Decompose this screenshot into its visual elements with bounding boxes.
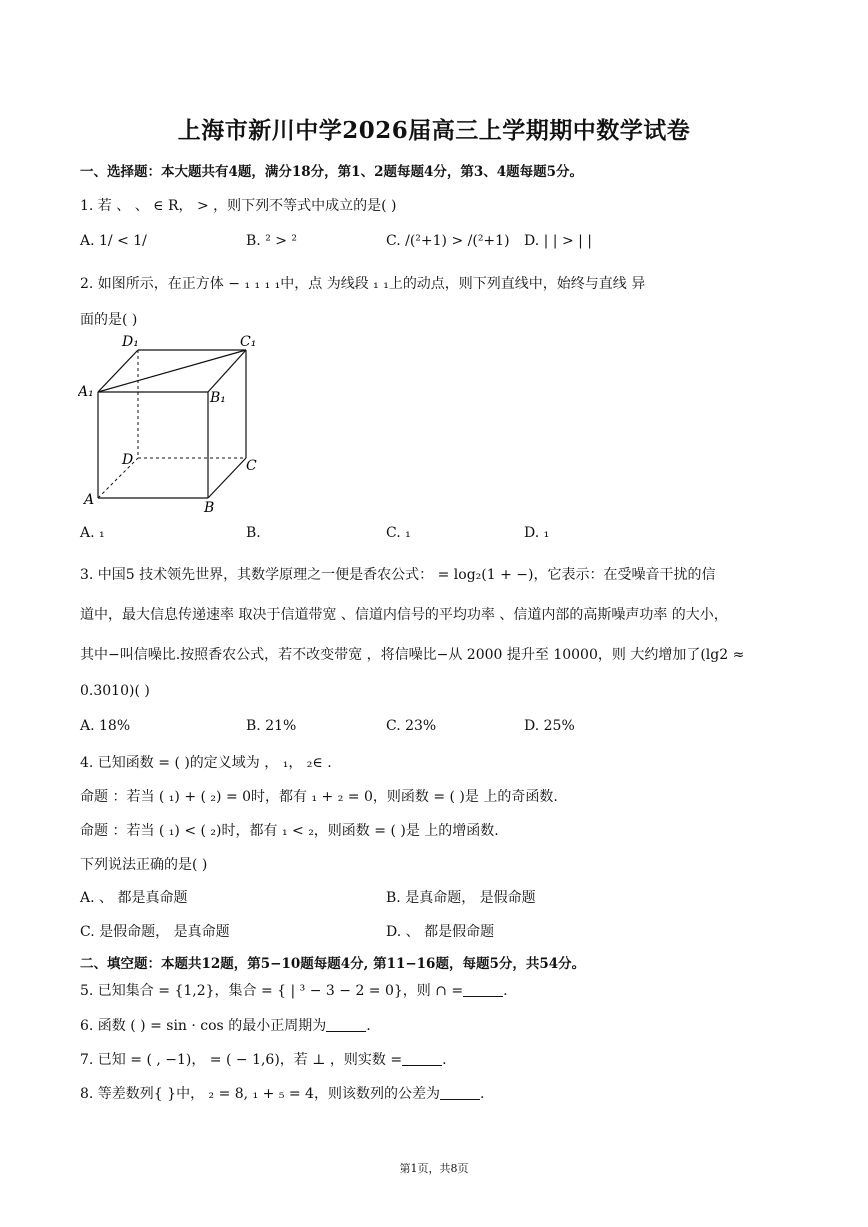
question-1-option-d: D. | | > | | xyxy=(524,233,593,249)
question-2-stem-line2: 面的是( ) xyxy=(80,312,138,328)
question-5-blank xyxy=(463,982,503,997)
question-8-blank xyxy=(440,1085,480,1100)
question-5: 5. 已知集合 = {1,2}，集合 = { | ³ − 3 − 2 = 0}，则 ∩ = . xyxy=(80,983,508,999)
question-7: 7. 已知 = ( , −1)， = ( − 1,6)，若 ⊥ ，则实数 = . xyxy=(80,1052,447,1068)
question-6-blank xyxy=(326,1017,366,1032)
page-footer: 第1页，共8页 xyxy=(399,1162,469,1175)
question-3-option-b: B. 21% xyxy=(246,718,297,734)
section-choice-heading: 一、选择题：本大题共有4题，满分18分，第1、2题每题4分，第3、4题每题5分。 xyxy=(80,164,584,180)
question-4-option-d: D. 、 都是假命题 xyxy=(386,924,495,940)
label-c: C xyxy=(246,458,257,474)
question-6: 6. 函数 ( ) = sin · cos 的最小正周期为 . xyxy=(80,1018,371,1034)
question-4-line1: 4. 已知函数 = ( )的定义域为 ， ₁， ₂∈ . xyxy=(80,755,332,771)
label-d: D xyxy=(122,452,134,468)
question-4-proposition-p: 命题 ：若当 ( ₁) + ( ₂) = 0时，都有 ₁ + ₂ = 0，则函数 = ( )是 上的奇函数. xyxy=(80,789,558,805)
question-1-option-c: C. /(²+1) > /(²+1) xyxy=(386,233,510,249)
question-4-proposition-q: 命题 ：若当 ( ₁) < ( ₂)时，都有 ₁ < ₂，则函数 = ( )是 上的增函数. xyxy=(80,823,499,839)
question-2-option-b: B. xyxy=(246,525,261,541)
question-3-line2: 道中，最大信息传递速率 取决于信道带宽 、信道内信号的平均功率 、信道内部的高斯噪声功率 的大小， xyxy=(80,607,728,623)
question-2-stem-line1: 2. 如图所示，在正方体 − ₁ ₁ ₁ ₁中，点 为线段 ₁ ₁上的动点，则下列直线中，始终与直线 异 xyxy=(80,276,646,292)
question-4-option-b: B. 是真命题， 是假命题 xyxy=(386,890,536,906)
question-3-option-c: C. 23% xyxy=(386,718,437,734)
question-3-line4: 0.3010)( ) xyxy=(80,683,150,699)
question-3-option-a: A. 18% xyxy=(80,718,131,734)
question-2-option-c: C. ₁ xyxy=(386,525,411,541)
label-b1: B₁ xyxy=(210,390,226,406)
section-fill-heading: 二、填空题：本题共12题，第5−10题每题4分, 第11−16题，每题5分，共54分。 xyxy=(80,956,586,972)
question-1-stem: 1. 若 、 、 ∈ R， > ，则下列不等式中成立的是( ) xyxy=(80,198,397,214)
question-1-option-a: A. 1/ < 1/ xyxy=(80,233,147,249)
question-7-blank xyxy=(402,1051,442,1066)
question-8: 8. 等差数列{ }中， ₂ = 8, ₁ + ₅ = 4，则该数列的公差为 . xyxy=(80,1086,485,1102)
question-3-option-d: D. 25% xyxy=(524,718,575,734)
label-d1: D₁ xyxy=(122,334,139,350)
cube-figure xyxy=(78,330,268,520)
question-2-option-a: A. ₁ xyxy=(80,525,105,541)
question-7-text: 7. 已知 = ( , −1)， = ( − 1,6)，若 ⊥ ，则实数 = xyxy=(80,1052,403,1068)
question-8-text: 8. 等差数列{ }中， ₂ = 8, ₁ + ₅ = 4，则该数列的公差为 xyxy=(80,1086,440,1102)
label-c1: C₁ xyxy=(240,334,257,350)
question-3-line3: 其中−叫信噪比.按照香农公式，若不改变带宽 ，将信噪比−从 2000 提升至 10000，则 大约增加了(lg2 ≈ xyxy=(80,647,745,663)
question-4-option-a: A. 、 都是真命题 xyxy=(80,890,188,906)
question-2-option-d: D. ₁ xyxy=(524,525,550,541)
question-1-option-b: B. ² > ² xyxy=(246,233,298,249)
question-4-line4: 下列说法正确的是( ) xyxy=(80,857,208,873)
label-b: B xyxy=(204,500,215,516)
question-4-option-c: C. 是假命题， 是真命题 xyxy=(80,924,230,940)
page-title: 上海市新川中学2026届高三上学期期中数学试卷 xyxy=(177,117,691,144)
question-6-text: 6. 函数 ( ) = sin · cos 的最小正周期为 xyxy=(80,1018,327,1034)
question-3-line1: 3. 中国5 技术领先世界，其数学原理之一便是香农公式： = log₂(1 + −)，它表示：在受噪音干扰的信 xyxy=(80,567,716,583)
label-a: A xyxy=(84,492,95,508)
question-5-text: 5. 已知集合 = {1,2}，集合 = { | ³ − 3 − 2 = 0}，则 ∩ = xyxy=(80,983,464,999)
label-a1: A₁ xyxy=(78,384,94,400)
